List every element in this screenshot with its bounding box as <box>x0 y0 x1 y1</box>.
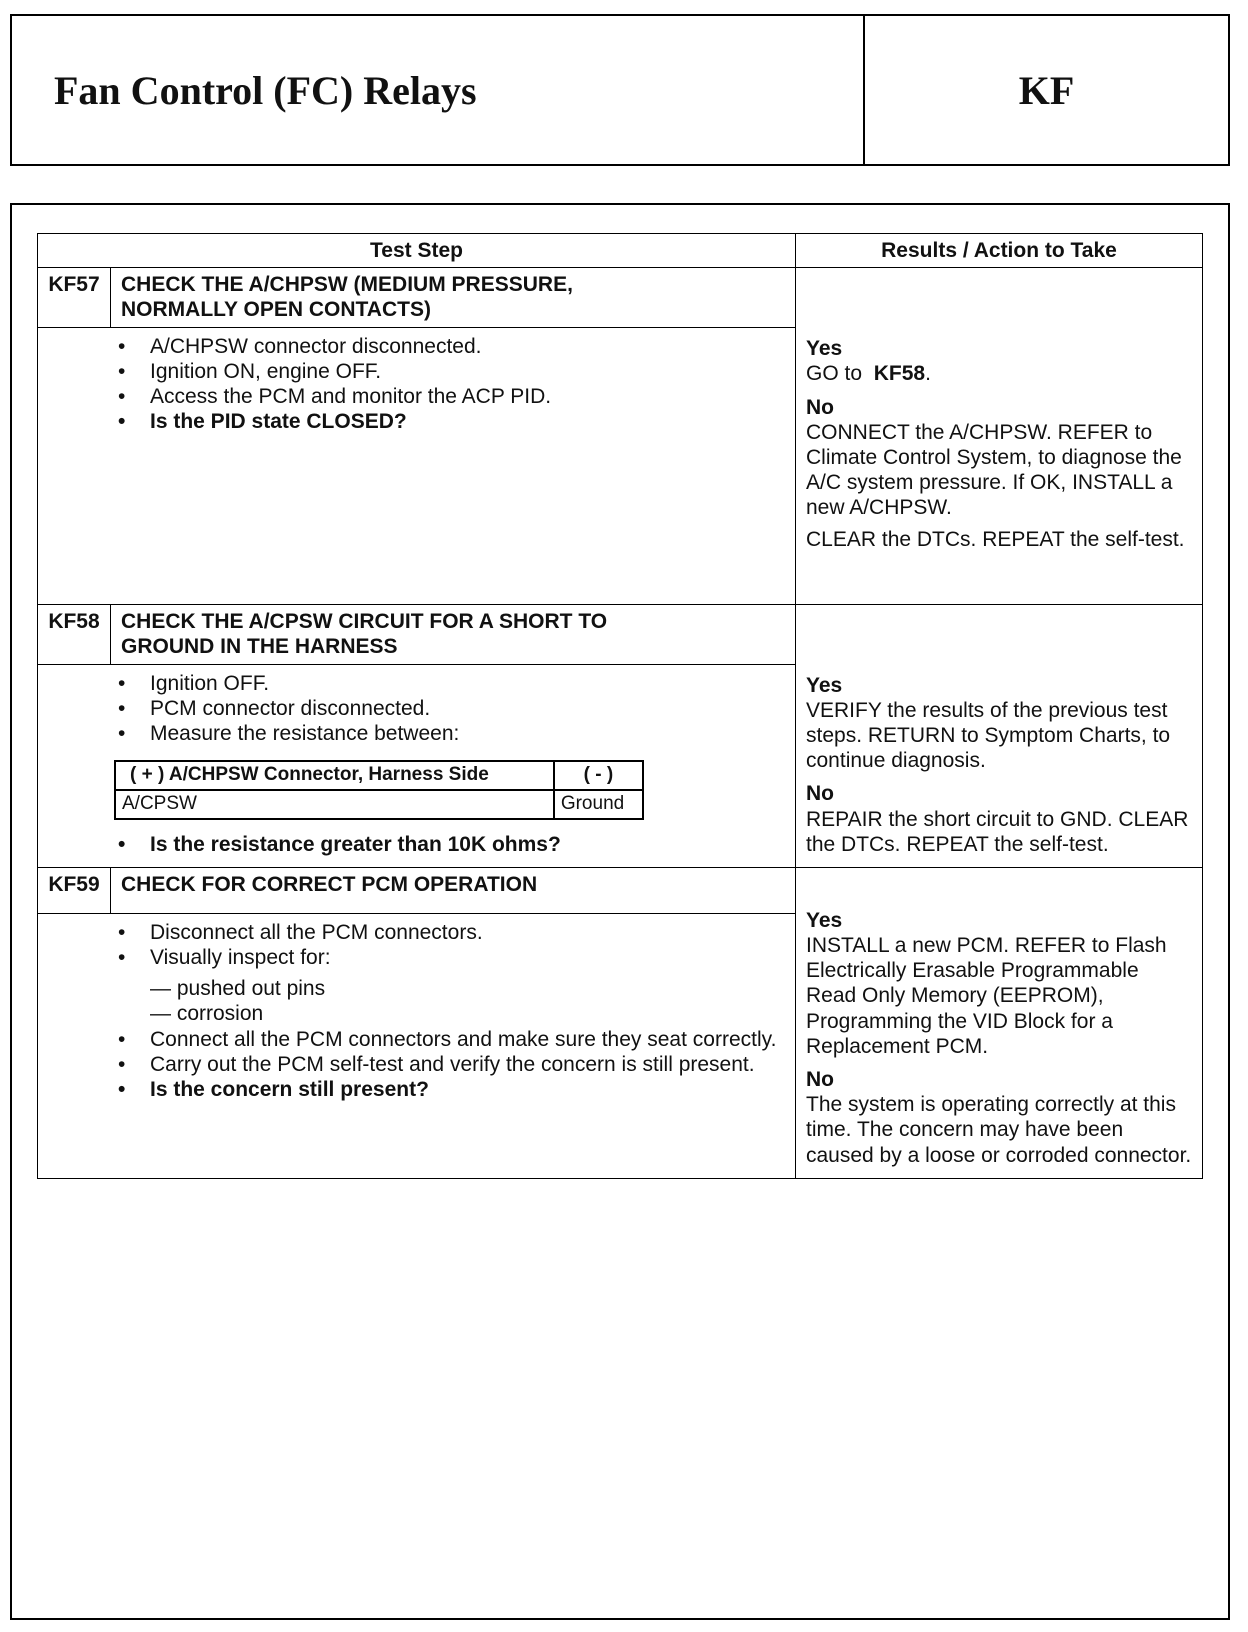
no-action: CONNECT the A/CHPSW. REFER to Climate Control System, to diagnose the A/C system pressure. If OK, INSTALL a new A/CHPSW. <box>806 420 1182 520</box>
column-header-test-step: Test Step <box>38 234 796 268</box>
step-title <box>111 604 796 664</box>
step-id: KF59 <box>38 867 111 913</box>
step-results <box>796 604 1203 867</box>
instruction-item: • Connect all the PCM connectors and make sure they seat correctly. <box>118 1027 785 1052</box>
instruction-question: • Is the PID state CLOSED? <box>118 409 785 434</box>
section-code: KF <box>1018 67 1075 113</box>
inspection-item: — corrosion <box>150 1002 264 1026</box>
step-instructions <box>38 913 796 1178</box>
diagnostic-table <box>37 233 1203 1179</box>
yes-label: Yes <box>806 673 843 697</box>
step-title <box>111 268 796 327</box>
inner-cell-negative: Ground <box>554 790 643 819</box>
no-action: The system is operating correctly at this time. The concern may have been caused by a loose or corroded connector. <box>806 1093 1192 1167</box>
instruction-question: • Is the concern still present? <box>118 1077 785 1102</box>
page-title: Fan Control (FC) Relays <box>12 16 865 164</box>
step-id: KF57 <box>38 268 111 327</box>
yes-label: Yes <box>806 337 843 361</box>
no-label: No <box>806 1068 834 1091</box>
instruction-item: • Disconnect all the PCM connectors. <box>118 920 785 945</box>
step-instructions <box>38 327 796 604</box>
inner-header-negative: ( - ) <box>554 761 643 790</box>
instruction-item: • A/CHPSW connector disconnected. <box>118 334 785 359</box>
inner-cell-positive: A/CPSW <box>115 790 554 819</box>
instruction-item: • Carry out the PCM self-test and verify the concern is still present. <box>118 1052 785 1077</box>
no-action: REPAIR the short circuit to GND. CLEAR the DTCs. REPEAT the self-test. <box>806 807 1189 856</box>
instruction-item: • Visually inspect for: <box>118 945 785 970</box>
step-row-kf59-title <box>38 867 1203 913</box>
step-title: CHECK FOR CORRECT PCM OPERATION <box>111 867 796 913</box>
instruction-item: • Ignition OFF. <box>118 671 785 696</box>
inner-header-positive: ( + ) A/CHPSW Connector, Harness Side <box>115 761 554 790</box>
step-title-line: CHECK THE A/CHPSW (MEDIUM PRESSURE, <box>121 273 573 297</box>
yes-label: Yes <box>806 908 843 932</box>
step-instructions <box>38 664 796 867</box>
instruction-item: • Measure the resistance between: <box>118 721 785 746</box>
step-results <box>796 867 1203 1178</box>
instruction-item: • Ignition ON, engine OFF. <box>118 359 785 384</box>
step-row-kf57-title <box>38 268 1203 327</box>
resistance-measurement-table <box>114 760 644 820</box>
step-title-line: CHECK THE A/CPSW CIRCUIT FOR A SHORT TO <box>121 609 608 633</box>
no-label: No <box>806 395 834 419</box>
instruction-item: • Access the PCM and monitor the ACP PID. <box>118 384 785 409</box>
yes-action: GO to KF58. <box>806 362 931 386</box>
column-header-results: Results / Action to Take <box>796 234 1203 268</box>
step-results <box>796 268 1203 604</box>
step-reference-link[interactable]: KF58 <box>873 362 926 386</box>
step-row-kf58-title <box>38 604 1203 664</box>
instruction-question: • Is the resistance greater than 10K ohms? <box>118 832 785 857</box>
yes-action: VERIFY the results of the previous test steps. RETURN to Symptom Charts, to continue diagnosis. <box>806 698 1171 773</box>
no-label: No <box>806 782 834 806</box>
content-frame <box>10 203 1230 1620</box>
step-title-line: NORMALLY OPEN CONTACTS) <box>121 298 431 322</box>
yes-action: INSTALL a new PCM. REFER to Flash Electrically Erasable Programmable Read Only Memory (EEPROM), Programming the VID Block for a Replacement PCM. <box>806 934 1167 1058</box>
step-id: KF58 <box>38 604 111 664</box>
inspection-item: — pushed out pins <box>150 977 326 1001</box>
page-header <box>10 14 1230 166</box>
no-action-followup: CLEAR the DTCs. REPEAT the self-test. <box>806 527 1185 551</box>
instruction-item: • PCM connector disconnected. <box>118 696 785 721</box>
step-title-line: GROUND IN THE HARNESS <box>121 634 398 658</box>
